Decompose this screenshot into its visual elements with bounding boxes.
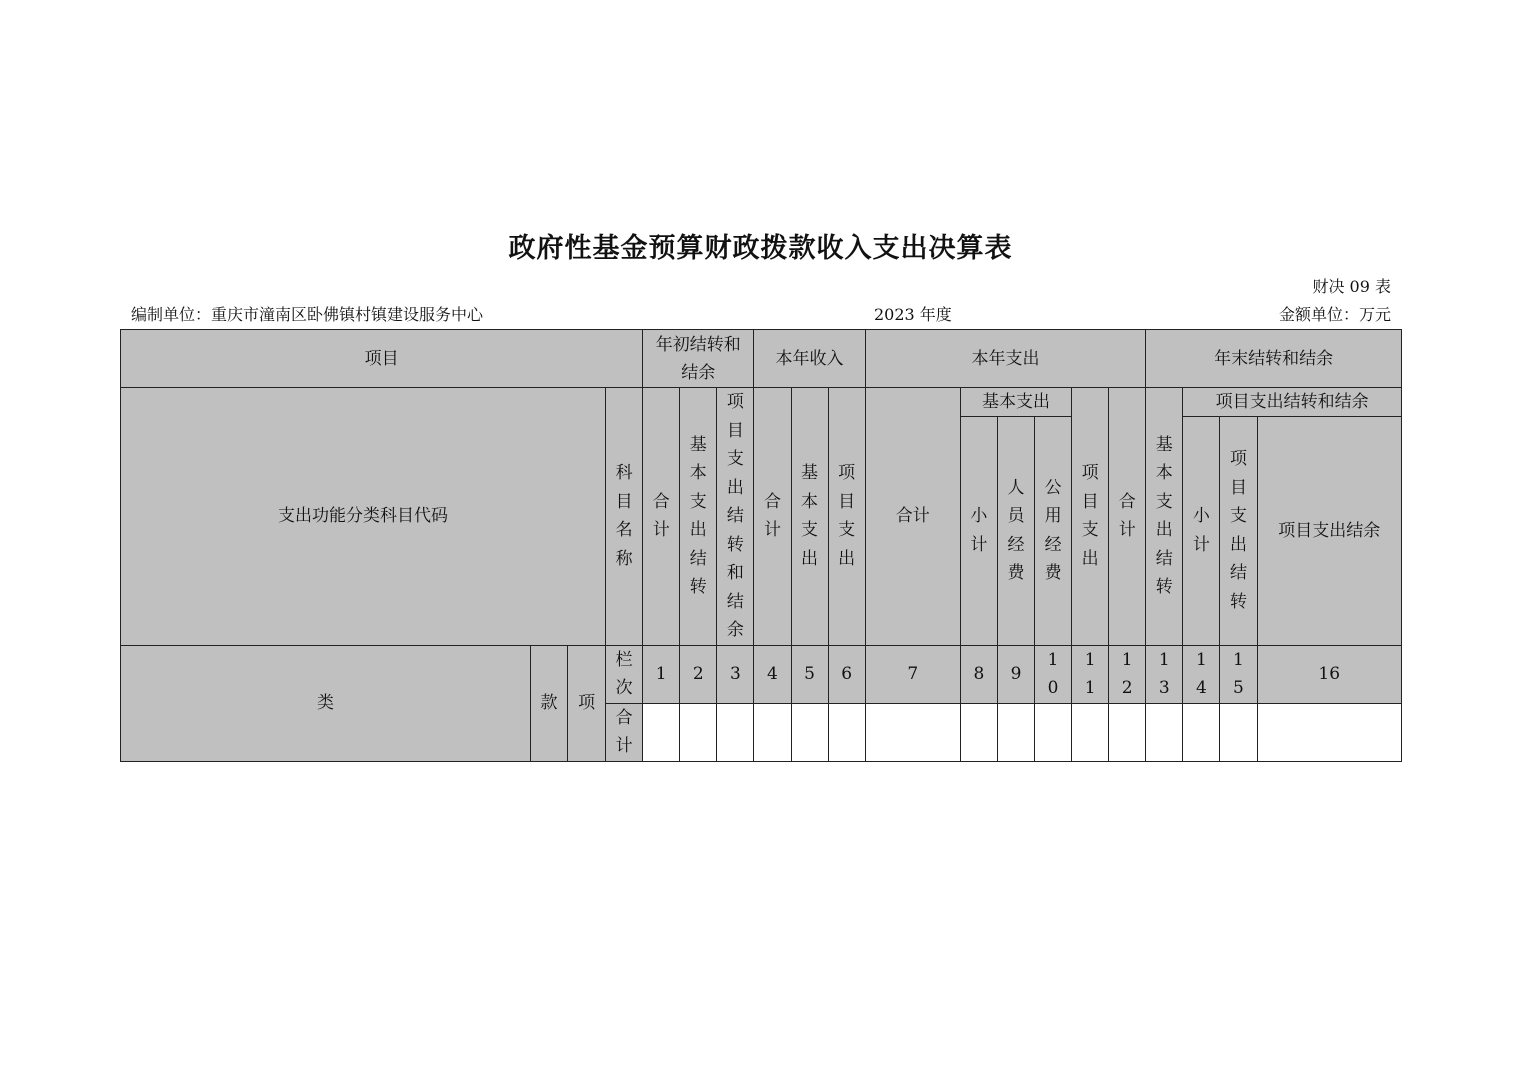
header-income: 本年收入 [754, 330, 865, 388]
page-title: 政府性基金预算财政拨款收入支出决算表 [508, 233, 1013, 264]
header-column-no: 栏次 [606, 645, 643, 703]
header-code: 支出功能分类科目代码 [121, 388, 606, 646]
header-end-basic-carry: 基本支出结转 [1146, 388, 1183, 646]
header-project-carry-balance-group: 项目支出结转和结余 [1183, 388, 1402, 417]
total-cell-14 [1183, 703, 1220, 761]
header-row-1 [121, 330, 1402, 388]
reporting-unit: 编制单位：重庆市潼南区卧佛镇村镇建设服务中心 [131, 305, 484, 324]
header-row-2 [121, 388, 1402, 417]
total-cell-6 [828, 703, 865, 761]
header-expense-total: 合计 [865, 388, 960, 646]
header-basic-expense: 基本支出 [960, 388, 1071, 417]
header-income-total: 合计 [754, 388, 791, 646]
header-subject-name: 科目名称 [606, 388, 643, 646]
column-number-16: 16 [1257, 645, 1402, 703]
header-public: 公用经费 [1035, 417, 1072, 645]
header-begin-total: 合计 [643, 388, 680, 646]
header-end-total: 合计 [1109, 388, 1146, 646]
column-number-8: 8 [960, 645, 997, 703]
column-number-10: 10 [1035, 645, 1072, 703]
header-project-subtotal: 小计 [1183, 417, 1220, 645]
header-project: 项目 [121, 330, 643, 388]
total-cell-2 [680, 703, 717, 761]
header-begin-basic-carry: 基本支出结转 [680, 388, 717, 646]
column-number-11: 11 [1072, 645, 1109, 703]
total-cell-8 [960, 703, 997, 761]
total-cell-1 [643, 703, 680, 761]
header-income-project: 项目支出 [828, 388, 865, 646]
total-cell-11 [1072, 703, 1109, 761]
column-number-6: 6 [828, 645, 865, 703]
column-number-9: 9 [997, 645, 1034, 703]
total-cell-3 [717, 703, 754, 761]
form-number: 财决 09 表 [1312, 277, 1391, 296]
total-cell-9 [997, 703, 1034, 761]
column-number-5: 5 [791, 645, 828, 703]
header-project-carry: 项目支出结转 [1220, 417, 1257, 645]
header-income-basic: 基本支出 [791, 388, 828, 646]
total-cell-16 [1257, 703, 1402, 761]
total-cell-12 [1109, 703, 1146, 761]
column-number-14: 14 [1183, 645, 1220, 703]
header-expense-project: 项目支出 [1072, 388, 1109, 646]
budget-table [120, 329, 1402, 762]
fiscal-year: 2023 年度 [874, 305, 952, 324]
header-personnel: 人员经费 [997, 417, 1034, 645]
header-expense: 本年支出 [865, 330, 1146, 388]
total-cell-15 [1220, 703, 1257, 761]
column-number-row [121, 645, 1402, 703]
total-cell-7 [865, 703, 960, 761]
column-number-2: 2 [680, 645, 717, 703]
header-project-balance: 项目支出结余 [1257, 417, 1402, 645]
total-cell-4 [754, 703, 791, 761]
header-end-balance: 年末结转和结余 [1146, 330, 1402, 388]
total-cell-5 [791, 703, 828, 761]
column-number-4: 4 [754, 645, 791, 703]
total-label: 合计 [606, 703, 643, 761]
column-number-15: 15 [1220, 645, 1257, 703]
header-basic-subtotal: 小计 [960, 417, 997, 645]
header-section: 款 [530, 645, 567, 761]
column-number-7: 7 [865, 645, 960, 703]
column-number-3: 3 [717, 645, 754, 703]
header-begin-project-carry-balance: 项目支出结转和结余 [717, 388, 754, 646]
column-number-12: 12 [1109, 645, 1146, 703]
header-begin-balance: 年初结转和结余 [643, 330, 754, 388]
header-item: 项 [568, 645, 606, 761]
amount-unit: 金额单位：万元 [1278, 305, 1391, 324]
column-number-1: 1 [643, 645, 680, 703]
column-number-13: 13 [1146, 645, 1183, 703]
header-category: 类 [121, 645, 531, 761]
total-cell-13 [1146, 703, 1183, 761]
total-cell-10 [1035, 703, 1072, 761]
